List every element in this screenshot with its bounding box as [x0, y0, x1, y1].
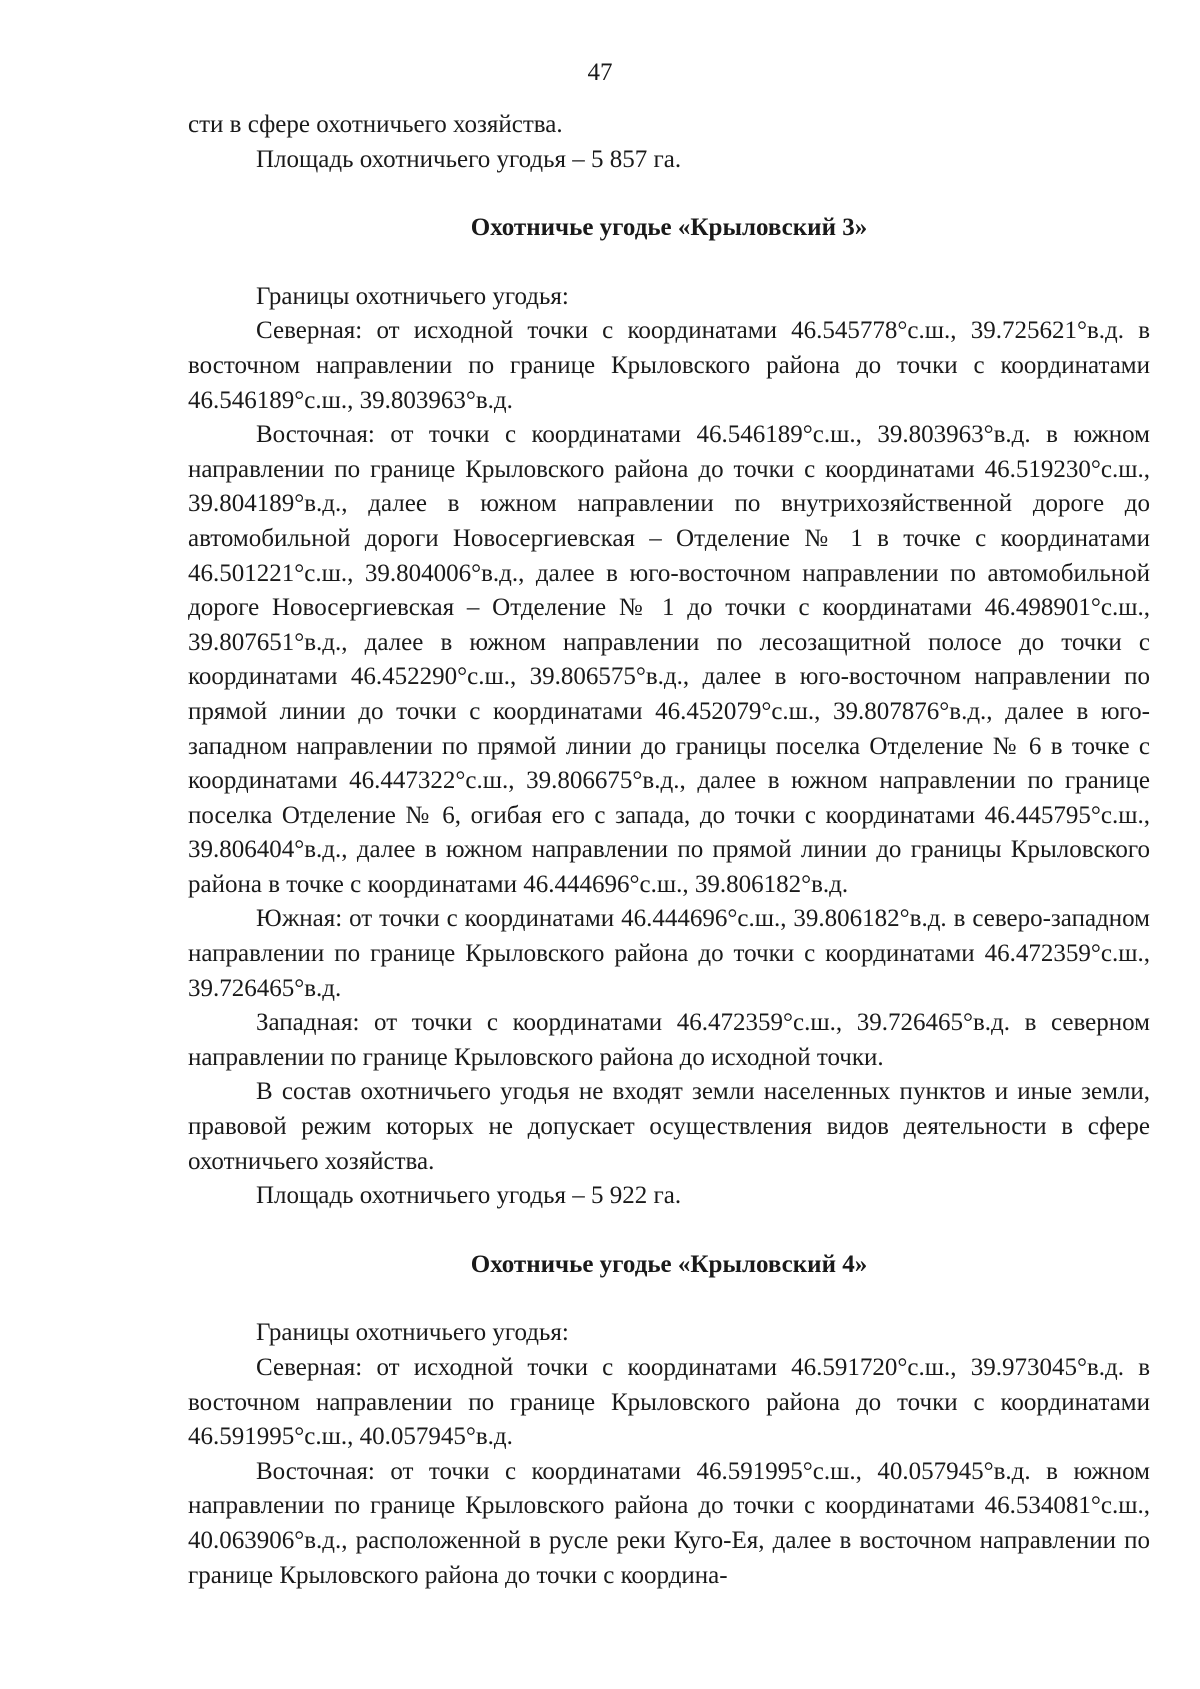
section-3-east-paragraph: Восточная: от точки с координатами 46.546189°с.ш., 39.803963°в.д. в южном направлении по границе Крыловского района до точки с координатами 46.519230°с.ш., 39.804189°в.д., далее в южном направлении по внутрихозяйственной дороге до автомобильной дороги Новосергиевская – Отделение № 1 в точке с координатами 46.501221°с.ш., 39.804006°в.д., далее в юго-восточном направлении по автомобильной дороге Новосергиевская – Отделение № 1 до точки с координатами 46.498901°с.ш., 39.807651°в.д., далее в южном направлении по лесозащитной полосе до точки с координатами 46.452290°с.ш., 39.806575°в.д., далее в юго-восточном направлении по прямой линии до точки с координатами 46.452079°с.ш., 39.807876°в.д., далее в юго-западном направлении по прямой линии до границы поселка Отделение № 6 в точке с координатами 46.447322°с.ш., 39.806675°в.д., далее в южном направлении по границе поселка Отделение № 6, огибая его с запада, до точки с координатами 46.445795°с.ш., 39.806404°в.д., далее в южном направлении по прямой линии до границы Крыловского района в точке с координатами 46.444696°с.ш., 39.806182°в.д.: [188, 421, 1150, 898]
section-4-east-paragraph: Восточная: от точки с координатами 46.591995°с.ш., 40.057945°в.д. в южном направлении по границе Крыловского района до точки с координатами 46.534081°с.ш., 40.063906°в.д., расположенной в русле реки Куго-Ея, далее в восточном направлении по границе Крыловского района до точки с координа-: [188, 1457, 1150, 1589]
intro-area-paragraph: Площадь охотничьего угодья – 5 857 га.: [256, 145, 682, 173]
document-body: [188, 108, 1150, 1593]
section-4-bounds-label: Границы охотничьего угодья:: [256, 1319, 569, 1347]
section-3-west-paragraph: Западная: от точки с координатами 46.472359°с.ш., 39.726465°в.д. в северном направлении по границе Крыловского района до исходной точки.: [188, 1009, 1150, 1071]
section-4-north-paragraph: Северная: от исходной точки с координатами 46.591720°с.ш., 39.973045°в.д. в восточном направлении по границе Крыловского района до точки с координатами 46.591995°с.ш., 40.057945°в.д.: [188, 1354, 1150, 1451]
section-3-exclusion-paragraph: В состав охотничьего угодья не входят земли населенных пунктов и иные земли, правовой режим которых не допускает осуществления видов деятельности в сфере охотничьего хозяйства.: [188, 1078, 1150, 1175]
section-4-heading: Охотничье угодье «Крыловский 4»: [470, 1250, 868, 1278]
section-3-south-paragraph: Южная: от точки с координатами 46.444696°с.ш., 39.806182°в.д. в северо-западном направлении по границе Крыловского района до точки с координатами 46.472359°с.ш., 39.726465°в.д.: [188, 905, 1150, 1002]
section-3-heading: Охотничье угодье «Крыловский 3»: [470, 214, 868, 242]
section-3-area-paragraph: Площадь охотничьего угодья – 5 922 га.: [256, 1182, 682, 1210]
page-number: 47: [587, 59, 613, 86]
intro-tail-paragraph: сти в сфере охотничьего хозяйства.: [188, 111, 563, 138]
section-3-bounds-label: Границы охотничьего угодья:: [256, 282, 569, 310]
section-3-north-paragraph: Северная: от исходной точки с координатами 46.545778°с.ш., 39.725621°в.д. в восточном направлении по границе Крыловского района до точки с координатами 46.546189°с.ш., 39.803963°в.д.: [188, 317, 1150, 414]
